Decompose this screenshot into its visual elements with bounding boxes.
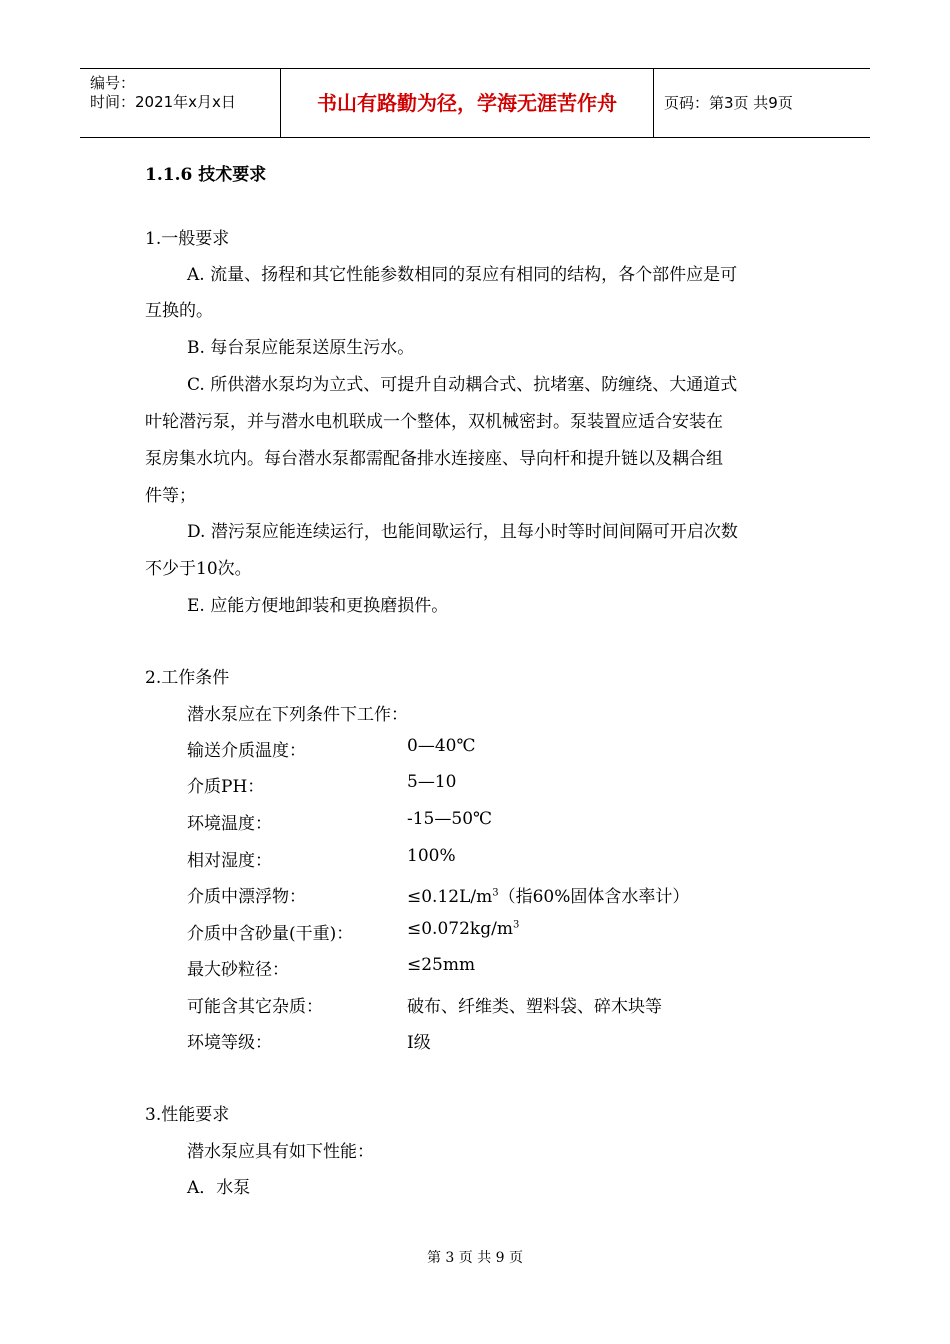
general-a-line-1: A. 流量、扬程和其它性能参数相同的泵应有相同的结构，各个部件应是可 xyxy=(187,265,738,285)
page-footer: 第 3 页 共 9 页 xyxy=(426,1250,524,1266)
general-d-line-1: D. 潜污泵应能连续运行，也能间歇运行，且每小时等时间间隔可开启次数 xyxy=(187,522,738,542)
document-header xyxy=(80,68,870,138)
condition-value: -15—50℃ xyxy=(407,809,493,829)
condition-label: 相对湿度： xyxy=(187,851,272,871)
number-label: 编号： xyxy=(90,74,136,92)
general-d-line-2: 不少于10次。 xyxy=(145,559,252,579)
condition-label: 介质中含砂量(干重)： xyxy=(187,924,354,944)
condition-value: 100% xyxy=(407,846,456,866)
time-label: 时间：2021年x月x日 xyxy=(90,93,236,111)
header-meta-cell xyxy=(80,69,281,137)
header-motto: 书山有路勤为径，学海无涯苦作舟 xyxy=(281,69,654,137)
general-heading: 1.一般要求 xyxy=(145,229,230,249)
performance-heading: 3.性能要求 xyxy=(145,1105,230,1125)
conditions-intro: 潜水泵应在下列条件下工作： xyxy=(187,705,408,725)
condition-label: 介质PH： xyxy=(187,777,265,797)
general-c-line-3: 泵房集水坑内。每台潜水泵都需配备排水连接座、导向杆和提升链以及耦合组 xyxy=(145,449,723,469)
performance-a: A．水泵 xyxy=(187,1178,251,1198)
condition-value: $\le 0.12L/m^3$（指60%固体含水率计） xyxy=(407,887,690,907)
header-page-info: 页码：第3页 共9页 xyxy=(664,94,793,112)
section-title: 1.1.6 技术要求 xyxy=(145,165,267,185)
condition-value: I级 xyxy=(407,1033,431,1053)
general-b: B. 每台泵应能泵送原生污水。 xyxy=(187,338,415,358)
performance-intro: 潜水泵应具有如下性能： xyxy=(187,1142,374,1162)
general-c-line-1: C. 所供潜水泵均为立式、可提升自动耦合式、抗堵塞、防缠绕、大通道式 xyxy=(187,375,738,395)
condition-value: 5—10 xyxy=(407,772,457,792)
condition-label: 可能含其它杂质： xyxy=(187,997,323,1017)
condition-label: 输送介质温度： xyxy=(187,741,306,761)
general-a-line-2: 互换的。 xyxy=(145,301,213,321)
general-e: E. 应能方便地卸装和更换磨损件。 xyxy=(187,596,449,616)
condition-value: ≤25mm xyxy=(407,955,476,975)
condition-label: 环境等级： xyxy=(187,1033,272,1053)
condition-value: $\le 0.072kg/m^3$ xyxy=(407,919,520,939)
condition-value: 0—40℃ xyxy=(407,736,476,756)
condition-value: 破布、纤维类、塑料袋、碎木块等 xyxy=(407,997,662,1017)
condition-label: 介质中漂浮物： xyxy=(187,887,306,907)
general-c-line-2: 叶轮潜污泵，并与潜水电机联成一个整体，双机械密封。泵装置应适合安装在 xyxy=(145,412,723,432)
general-c-line-4: 件等； xyxy=(145,486,196,506)
conditions-heading: 2.工作条件 xyxy=(145,668,230,688)
condition-label: 环境温度： xyxy=(187,814,272,834)
condition-label: 最大砂粒径： xyxy=(187,960,289,980)
